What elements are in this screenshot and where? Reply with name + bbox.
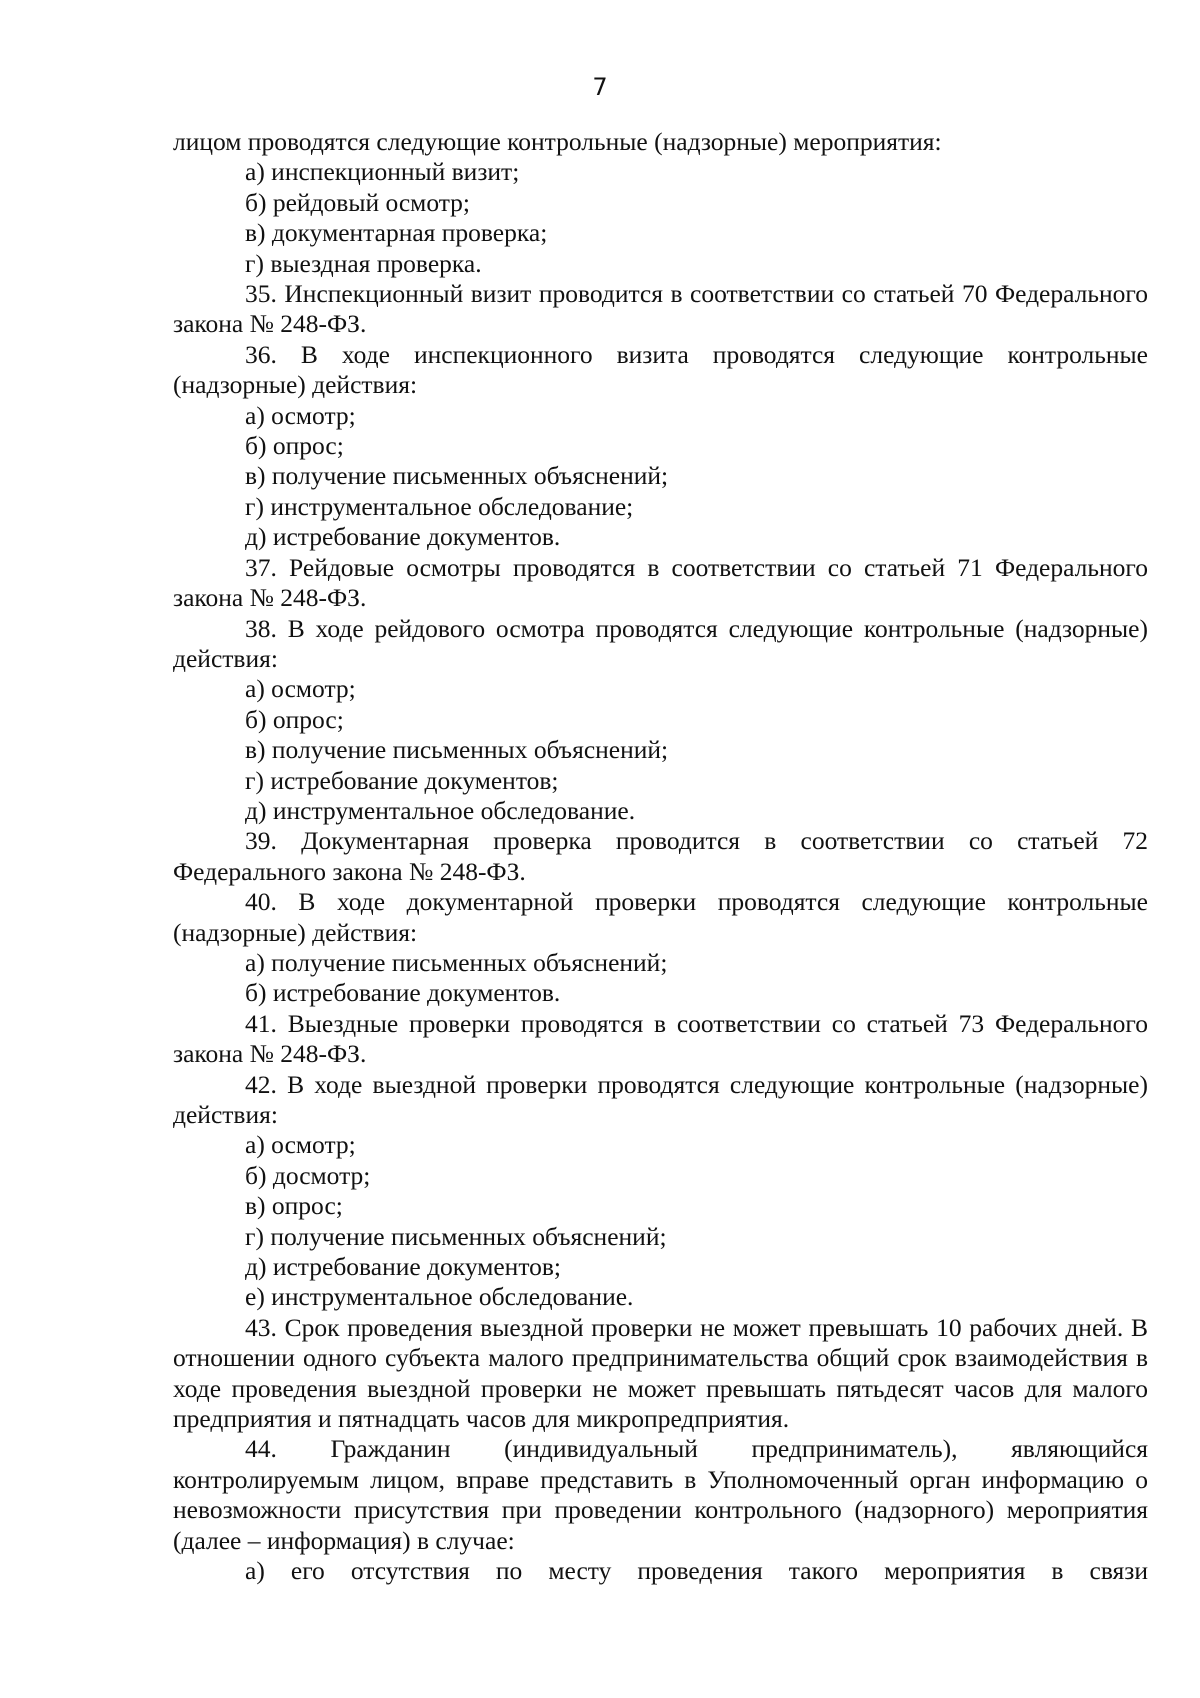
list-item: г) инструментальное обследование; bbox=[245, 491, 634, 521]
paragraph: лицом проводятся следующие контрольные (надзорные) мероприятия: bbox=[173, 127, 942, 156]
list-item: а) его отсутствия по месту проведения такого мероприятия в связи bbox=[245, 1556, 1148, 1586]
list-item: г) получение письменных объяснений; bbox=[245, 1221, 667, 1251]
list-item: в) документарная проверка; bbox=[245, 218, 548, 248]
list-item: д) истребование документов; bbox=[245, 1252, 562, 1282]
paragraph: 38. В ходе рейдового осмотра проводятся следующие контрольные (надзорные) действия: bbox=[173, 613, 1148, 673]
paragraph: 35. Инспекционный визит проводится в соответствии со статьей 70 Федерального закона № 248-ФЗ. bbox=[173, 279, 1148, 339]
paragraph: 40. В ходе документарной проверки проводятся следующие контрольные (надзорные) действия: bbox=[173, 887, 1148, 947]
page-number: 7 bbox=[592, 73, 608, 101]
list-item: б) досмотр; bbox=[245, 1160, 371, 1190]
list-item: д) инструментальное обследование. bbox=[245, 795, 636, 825]
list-item: г) истребование документов; bbox=[245, 765, 559, 795]
paragraph: 36. В ходе инспекционного визита проводятся следующие контрольные (надзорные) действия: bbox=[173, 339, 1148, 400]
paragraph: 44. Гражданин (индивидуальный предприниматель), являющийся контролируемым лицом, вправе представить в Уполномоченный орган информацию о невозможности присутствия при проведении контрольного (надзорного) мероприятия (далее – информация) в случае: bbox=[173, 1434, 1148, 1555]
list-item: е) инструментальное обследование. bbox=[245, 1282, 634, 1312]
list-item: б) рейдовый осмотр; bbox=[245, 187, 471, 217]
paragraph: 39. Документарная проверка проводится в соответствии со статьей 72 Федерального закона № 248-ФЗ. bbox=[173, 826, 1148, 886]
list-item: б) опрос; bbox=[245, 431, 344, 461]
list-item: б) истребование документов. bbox=[245, 978, 561, 1008]
paragraph: 41. Выездные проверки проводятся в соответствии со статьей 73 Федерального закона № 248-ФЗ. bbox=[173, 1008, 1148, 1069]
list-item: в) опрос; bbox=[245, 1191, 343, 1221]
paragraph: 43. Срок проведения выездной проверки не может превышать 10 рабочих дней. В отношении одного субъекта малого предпринимательства общий срок взаимодействия в ходе проведения выездной проверки не может превышать пятьдесят часов для малого предприятия и пятнадцать часов для микропредприятия. bbox=[173, 1312, 1148, 1434]
paragraph: 42. В ходе выездной проверки проводятся следующие контрольные (надзорные) действия: bbox=[173, 1069, 1148, 1129]
list-item: а) получение письменных объяснений; bbox=[245, 947, 668, 977]
list-item: в) получение письменных объяснений; bbox=[245, 461, 669, 491]
list-item: б) опрос; bbox=[245, 704, 344, 734]
list-item: д) истребование документов. bbox=[245, 522, 561, 552]
list-item: г) выездная проверка. bbox=[245, 248, 482, 278]
document-body bbox=[173, 127, 1148, 1587]
list-item: а) осмотр; bbox=[245, 674, 356, 704]
paragraph: 37. Рейдовые осмотры проводятся в соответствии со статьей 71 Федерального закона № 248-ФЗ. bbox=[173, 552, 1148, 613]
list-item: а) осмотр; bbox=[245, 1130, 356, 1160]
list-item: а) осмотр; bbox=[245, 400, 356, 430]
list-item: а) инспекционный визит; bbox=[245, 157, 520, 187]
list-item: в) получение письменных объяснений; bbox=[245, 735, 669, 765]
